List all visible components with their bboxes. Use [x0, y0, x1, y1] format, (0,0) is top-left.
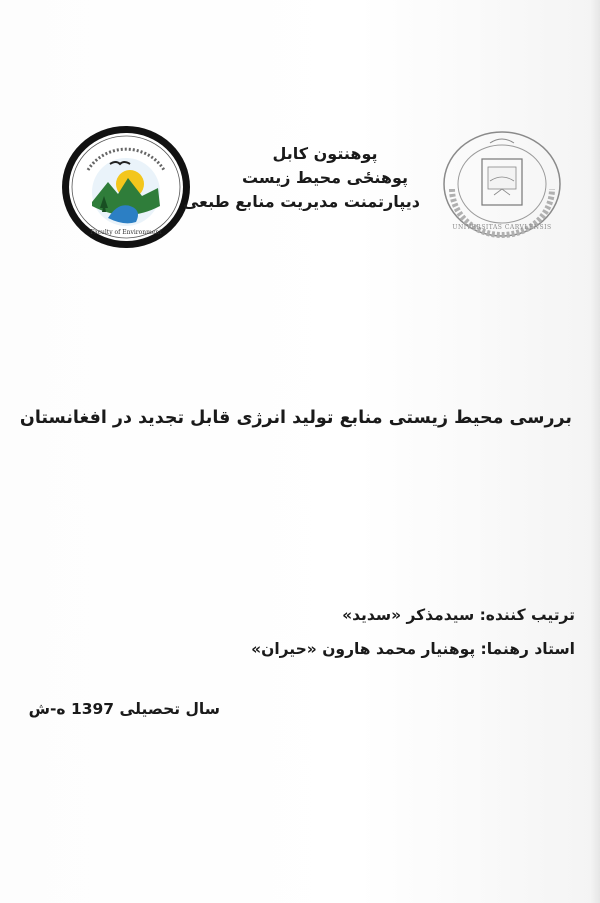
faculty-logo-caption: Faculty of Environment [90, 229, 162, 236]
department-name: دیپارتمنت مدیریت منابع طبعی [182, 192, 420, 211]
institution-header [182, 142, 420, 214]
academic-year: سال تحصیلی 1397 ه-ش [28, 700, 220, 718]
page-edge-shadow [590, 0, 600, 903]
thesis-title: بررسی محیط زیستی منابع تولید انرژی قابل تجدید در افغانستان [19, 408, 572, 428]
prepared-by: ترتیب کننده: سیدمذکر «سدید» [342, 606, 575, 624]
kabul-university-seal-icon [440, 129, 564, 239]
faculty-name: پوهنځی محیط زیست [241, 168, 409, 187]
university-name: پوهنتون کابل [272, 144, 378, 163]
faculty-of-environment-logo-icon [58, 122, 194, 252]
author-info [15, 598, 575, 666]
supervisor: استاد رهنما: پوهنیار محمد هارون «حیران» [251, 640, 575, 658]
seal-caption: UNIVERSITAS CARVLENSIS [452, 224, 552, 231]
